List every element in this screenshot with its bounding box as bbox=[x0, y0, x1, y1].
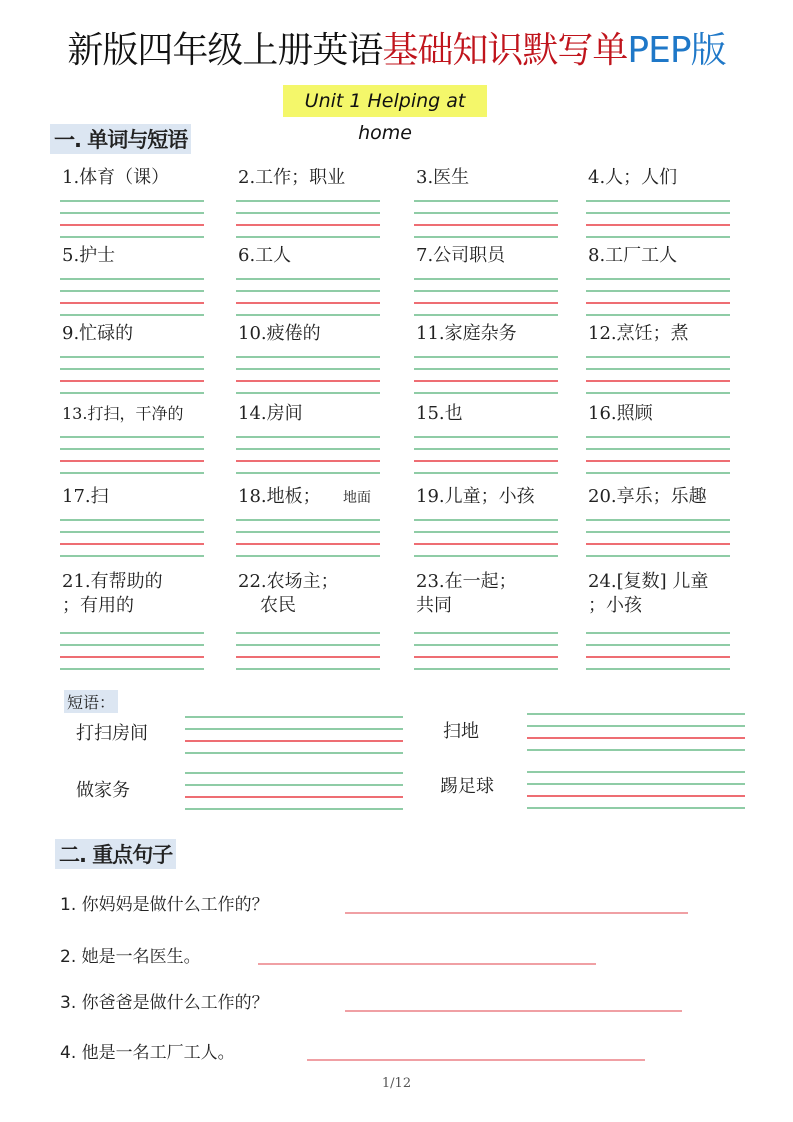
sentence-prompt-4: 4. 他是一名工厂工人。 bbox=[60, 1043, 235, 1063]
answer-line-18[interactable] bbox=[236, 555, 380, 557]
answer-line-12[interactable] bbox=[586, 368, 730, 370]
answer-line-11[interactable] bbox=[414, 368, 558, 370]
sentence-prompt-3: 3. 你爸爸是做什么工作的？ bbox=[60, 993, 269, 1013]
answer-line-17[interactable] bbox=[60, 519, 204, 521]
answer-line-19[interactable] bbox=[414, 555, 558, 557]
answer-line-19[interactable] bbox=[414, 531, 558, 533]
answer-line-7[interactable] bbox=[414, 290, 558, 292]
answer-line-18[interactable] bbox=[236, 531, 380, 533]
word-prompt-22: 22.农场主； bbox=[238, 571, 339, 592]
word-prompt-2: 2.工作；职业 bbox=[238, 167, 346, 188]
answer-line-19[interactable] bbox=[414, 519, 558, 521]
phrase-answer-line-1[interactable] bbox=[185, 752, 403, 754]
answer-line-6[interactable] bbox=[236, 278, 380, 280]
answer-line-6[interactable] bbox=[236, 302, 380, 304]
answer-line-12[interactable] bbox=[586, 392, 730, 394]
answer-line-8[interactable] bbox=[586, 314, 730, 316]
answer-line-17[interactable] bbox=[60, 555, 204, 557]
page-number: 1/12 bbox=[381, 1076, 412, 1091]
phrase-answer-line-3[interactable] bbox=[185, 796, 403, 798]
answer-line-2[interactable] bbox=[236, 200, 380, 202]
phrase-prompt-4: 踢足球 bbox=[440, 776, 494, 797]
word-prompt-5: 5.护士 bbox=[62, 245, 116, 266]
answer-line-21[interactable] bbox=[60, 632, 204, 634]
answer-line-4[interactable] bbox=[586, 212, 730, 214]
word-prompt-11: 11.家庭杂务 bbox=[416, 323, 517, 344]
word-prompt-extra-21: ；有用的 bbox=[62, 595, 134, 616]
word-prompt-13: 13.打扫，干净的 bbox=[62, 404, 184, 423]
word-prompt-extra-24: ；小孩 bbox=[588, 595, 642, 616]
page-title bbox=[0, 22, 793, 73]
phrase-answer-line-3[interactable] bbox=[185, 808, 403, 810]
answer-line-5[interactable] bbox=[60, 290, 204, 292]
title-part-edition: PEP版 bbox=[627, 30, 726, 71]
answer-line-24[interactable] bbox=[586, 632, 730, 634]
word-prompt-12: 12.烹饪；煮 bbox=[588, 323, 689, 344]
answer-line-6[interactable] bbox=[236, 290, 380, 292]
word-prompt-10: 10.疲倦的 bbox=[238, 323, 321, 344]
answer-line-22[interactable] bbox=[236, 632, 380, 634]
answer-line-22[interactable] bbox=[236, 668, 380, 670]
phrase-answer-line-1[interactable] bbox=[185, 740, 403, 742]
answer-line-10[interactable] bbox=[236, 356, 380, 358]
word-prompt-23: 23.在一起； bbox=[416, 571, 517, 592]
answer-line-16[interactable] bbox=[586, 448, 730, 450]
answer-line-10[interactable] bbox=[236, 380, 380, 382]
answer-line-1[interactable] bbox=[60, 224, 204, 226]
answer-line-2[interactable] bbox=[236, 212, 380, 214]
phrase-answer-line-3[interactable] bbox=[185, 772, 403, 774]
word-prompt-extra-23: 共同 bbox=[416, 595, 452, 616]
phrase-answer-line-2[interactable] bbox=[527, 713, 745, 715]
answer-line-11[interactable] bbox=[414, 356, 558, 358]
phrase-answer-line-1[interactable] bbox=[185, 728, 403, 730]
answer-line-24[interactable] bbox=[586, 656, 730, 658]
answer-line-14[interactable] bbox=[236, 472, 380, 474]
word-prompt-20: 20.享乐；乐趣 bbox=[588, 486, 707, 507]
answer-line-10[interactable] bbox=[236, 368, 380, 370]
answer-line-23[interactable] bbox=[414, 668, 558, 670]
phrase-answer-line-1[interactable] bbox=[185, 716, 403, 718]
answer-line-9[interactable] bbox=[60, 356, 204, 358]
word-prompt-extra-22: 农民 bbox=[260, 595, 296, 616]
answer-line-1[interactable] bbox=[60, 212, 204, 214]
word-prompt-24: 24.[复数] 儿童 bbox=[588, 571, 709, 592]
word-prompt-17: 17.扫 bbox=[62, 486, 109, 507]
word-prompt-15: 15.也 bbox=[416, 403, 463, 424]
answer-line-24[interactable] bbox=[586, 668, 730, 670]
word-prompt-18: 18.地板； bbox=[238, 486, 321, 507]
phrase-answer-line-2[interactable] bbox=[527, 749, 745, 751]
word-prompt-9: 9.忙碌的 bbox=[62, 323, 134, 344]
unit-title: Unit 1 Helping at home bbox=[283, 85, 487, 117]
answer-line-14[interactable] bbox=[236, 436, 380, 438]
phrase-answer-line-2[interactable] bbox=[527, 725, 745, 727]
answer-line-16[interactable] bbox=[586, 436, 730, 438]
answer-line-6[interactable] bbox=[236, 314, 380, 316]
phrase-answer-line-3[interactable] bbox=[185, 784, 403, 786]
answer-line-18[interactable] bbox=[236, 543, 380, 545]
word-prompt-4: 4.人；人们 bbox=[588, 167, 678, 188]
phrase-prompt-2: 扫地 bbox=[443, 721, 479, 742]
word-prompt-19: 19.儿童；小孩 bbox=[416, 486, 535, 507]
phrase-answer-line-4[interactable] bbox=[527, 807, 745, 809]
answer-line-1[interactable] bbox=[60, 236, 204, 238]
answer-line-15[interactable] bbox=[414, 448, 558, 450]
answer-line-15[interactable] bbox=[414, 460, 558, 462]
word-prompt-7: 7.公司职员 bbox=[416, 245, 506, 266]
answer-line-24[interactable] bbox=[586, 644, 730, 646]
answer-line-4[interactable] bbox=[586, 200, 730, 202]
answer-line-7[interactable] bbox=[414, 302, 558, 304]
answer-line-1[interactable] bbox=[60, 200, 204, 202]
answer-line-5[interactable] bbox=[60, 314, 204, 316]
answer-line-13[interactable] bbox=[60, 460, 204, 462]
word-prompt-8: 8.工厂工人 bbox=[588, 245, 678, 266]
phrase-answer-line-4[interactable] bbox=[527, 795, 745, 797]
phrases-label: 短语： bbox=[64, 690, 118, 713]
sentence-answer-line-3[interactable] bbox=[345, 1010, 682, 1012]
sentence-answer-line-4[interactable] bbox=[307, 1059, 645, 1061]
answer-line-5[interactable] bbox=[60, 278, 204, 280]
word-prompt-extra-18: 地面 bbox=[343, 490, 371, 506]
answer-line-3[interactable] bbox=[414, 224, 558, 226]
title-part-topic: 基础知识默写单 bbox=[382, 30, 628, 71]
answer-line-3[interactable] bbox=[414, 200, 558, 202]
answer-line-9[interactable] bbox=[60, 392, 204, 394]
sentence-prompt-2: 2. 她是一名医生。 bbox=[60, 947, 201, 967]
answer-line-21[interactable] bbox=[60, 656, 204, 658]
sentence-prompt-1: 1. 你妈妈是做什么工作的？ bbox=[60, 895, 269, 915]
answer-line-8[interactable] bbox=[586, 278, 730, 280]
word-prompt-16: 16.照顾 bbox=[588, 403, 653, 424]
answer-line-23[interactable] bbox=[414, 644, 558, 646]
answer-line-20[interactable] bbox=[586, 531, 730, 533]
answer-line-7[interactable] bbox=[414, 314, 558, 316]
answer-line-16[interactable] bbox=[586, 460, 730, 462]
section-heading-words: 一. 单词与短语 bbox=[50, 124, 191, 154]
answer-line-13[interactable] bbox=[60, 436, 204, 438]
answer-line-8[interactable] bbox=[586, 290, 730, 292]
answer-line-7[interactable] bbox=[414, 278, 558, 280]
answer-line-15[interactable] bbox=[414, 472, 558, 474]
sentence-answer-line-1[interactable] bbox=[345, 912, 688, 914]
answer-line-2[interactable] bbox=[236, 236, 380, 238]
answer-line-19[interactable] bbox=[414, 543, 558, 545]
answer-line-11[interactable] bbox=[414, 392, 558, 394]
answer-line-14[interactable] bbox=[236, 448, 380, 450]
answer-line-13[interactable] bbox=[60, 472, 204, 474]
answer-line-20[interactable] bbox=[586, 543, 730, 545]
phrase-answer-line-2[interactable] bbox=[527, 737, 745, 739]
answer-line-4[interactable] bbox=[586, 224, 730, 226]
phrase-prompt-3: 做家务 bbox=[76, 780, 130, 801]
answer-line-21[interactable] bbox=[60, 668, 204, 670]
answer-line-9[interactable] bbox=[60, 380, 204, 382]
answer-line-8[interactable] bbox=[586, 302, 730, 304]
answer-line-12[interactable] bbox=[586, 380, 730, 382]
answer-line-2[interactable] bbox=[236, 224, 380, 226]
answer-line-10[interactable] bbox=[236, 392, 380, 394]
phrase-answer-line-4[interactable] bbox=[527, 771, 745, 773]
sentence-answer-line-2[interactable] bbox=[258, 963, 596, 965]
answer-line-23[interactable] bbox=[414, 656, 558, 658]
word-prompt-6: 6.工人 bbox=[238, 245, 292, 266]
answer-line-17[interactable] bbox=[60, 531, 204, 533]
word-prompt-21: 21.有帮助的 bbox=[62, 571, 163, 592]
answer-line-4[interactable] bbox=[586, 236, 730, 238]
answer-line-3[interactable] bbox=[414, 212, 558, 214]
answer-line-20[interactable] bbox=[586, 555, 730, 557]
answer-line-22[interactable] bbox=[236, 656, 380, 658]
word-prompt-1: 1.体育（课） bbox=[62, 167, 170, 188]
answer-line-16[interactable] bbox=[586, 472, 730, 474]
word-prompt-14: 14.房间 bbox=[238, 403, 303, 424]
answer-line-22[interactable] bbox=[236, 644, 380, 646]
answer-line-14[interactable] bbox=[236, 460, 380, 462]
answer-line-15[interactable] bbox=[414, 436, 558, 438]
answer-line-13[interactable] bbox=[60, 448, 204, 450]
phrase-prompt-1: 打扫房间 bbox=[76, 723, 148, 744]
answer-line-12[interactable] bbox=[586, 356, 730, 358]
answer-line-23[interactable] bbox=[414, 632, 558, 634]
title-part-grade: 新版四年级上册英语 bbox=[67, 30, 383, 71]
answer-line-20[interactable] bbox=[586, 519, 730, 521]
section-heading-sentences: 二. 重点句子 bbox=[55, 839, 176, 869]
answer-line-17[interactable] bbox=[60, 543, 204, 545]
answer-line-18[interactable] bbox=[236, 519, 380, 521]
word-prompt-3: 3.医生 bbox=[416, 167, 470, 188]
answer-line-11[interactable] bbox=[414, 380, 558, 382]
answer-line-21[interactable] bbox=[60, 644, 204, 646]
phrase-answer-line-4[interactable] bbox=[527, 783, 745, 785]
answer-line-5[interactable] bbox=[60, 302, 204, 304]
answer-line-3[interactable] bbox=[414, 236, 558, 238]
answer-line-9[interactable] bbox=[60, 368, 204, 370]
